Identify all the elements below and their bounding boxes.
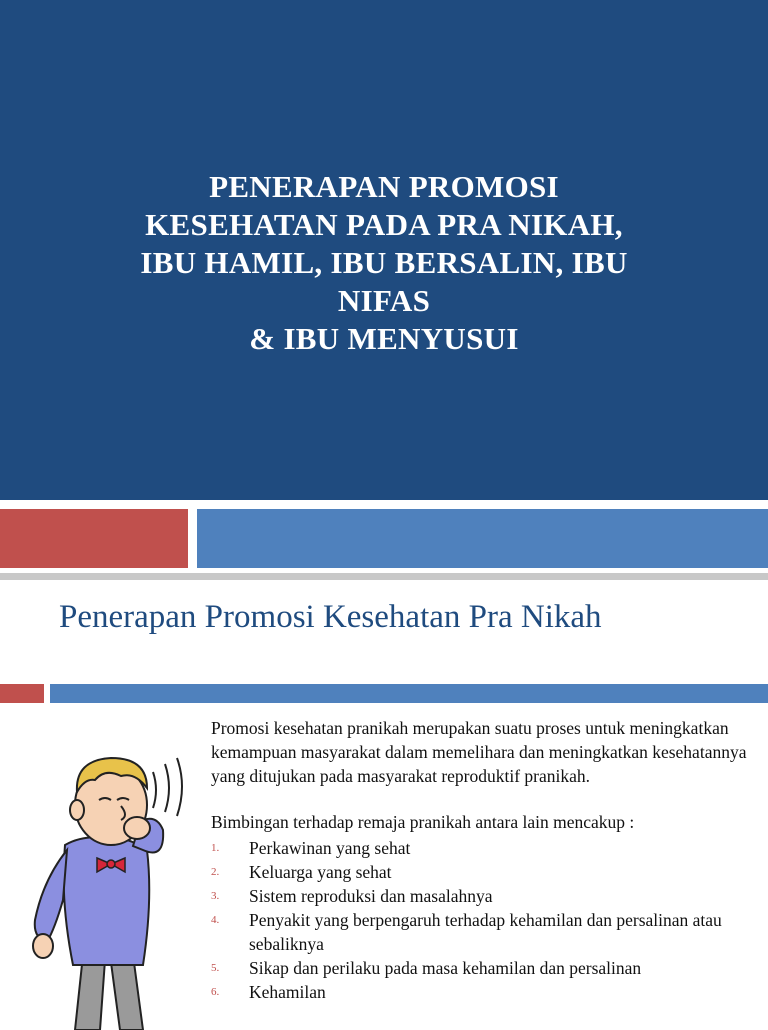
list-number: 5.: [211, 962, 220, 974]
cartoon-man-coughing-icon: [25, 750, 200, 1030]
accent-bar-red: [0, 509, 188, 568]
heading-accent-bar-red: [0, 684, 44, 703]
title-line-2: KESEHATAN PADA PRA NIKAH,: [145, 207, 623, 242]
title-slide: [0, 0, 768, 500]
title-line-5: & IBU MENYUSUI: [249, 321, 519, 356]
list-item: [211, 980, 751, 1004]
list-item-text: Sikap dan perilaku pada masa kehamilan dan persalinan: [249, 958, 642, 978]
slide-divider: [0, 573, 768, 580]
list-item-text: Penyakit yang berpengaruh terhadap kehamilan dan persalinan atau sebaliknya: [249, 910, 722, 954]
list-item-text: Kehamilan: [249, 982, 326, 1002]
content-slide-heading: Penerapan Promosi Kesehatan Pra Nikah: [59, 599, 602, 635]
list-number: 3.: [211, 890, 220, 902]
intro-paragraph: Promosi kesehatan pranikah merupakan suatu proses untuk meningkatkan kemampuan masyarakat dalam memelihara dan meningkatkan kesehatannya yang ditujukan pada masyarakat reproduktif pranikah.: [211, 718, 747, 786]
list-number: 2.: [211, 866, 220, 878]
heading-accent-bar-blue: [50, 684, 768, 703]
list-item: [211, 956, 751, 980]
list-number: 1.: [211, 842, 220, 854]
accent-bar-blue: [197, 509, 768, 568]
list-item-text: Keluarga yang sehat: [249, 862, 392, 882]
title-line-4: NIFAS: [337, 283, 431, 318]
list-item: [211, 884, 751, 908]
list-number: 4.: [211, 914, 220, 926]
list-item: [211, 836, 751, 860]
guidance-list: [211, 836, 751, 1004]
list-item-text: Perkawinan yang sehat: [249, 838, 411, 858]
guidance-paragraph: Bimbingan terhadap remaja pranikah antara lain mencakup :: [211, 812, 635, 832]
content-slide: [0, 580, 768, 1024]
list-item: [211, 860, 751, 884]
title-slide-heading: [60, 168, 708, 358]
content-body: [211, 716, 751, 1004]
list-item: [211, 908, 751, 956]
title-line-3: IBU HAMIL, IBU BERSALIN, IBU: [140, 245, 628, 280]
title-line-1: PENERAPAN PROMOSI: [209, 169, 559, 204]
list-item-text: Sistem reproduksi dan masalahnya: [249, 886, 493, 906]
list-number: 6.: [211, 986, 220, 998]
